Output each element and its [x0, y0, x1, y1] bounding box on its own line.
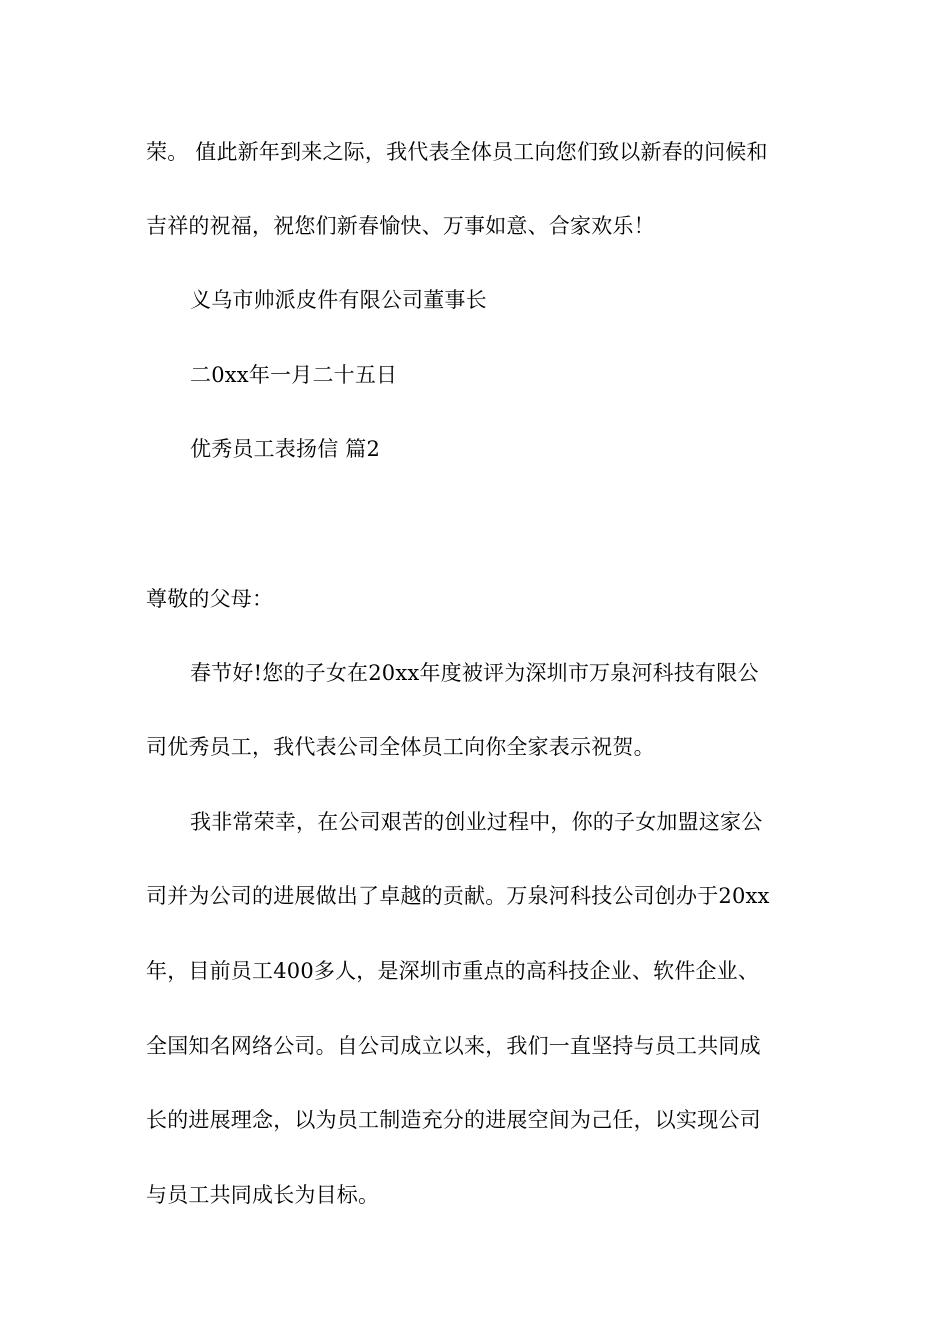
body-text-line: 长的进展理念，以为员工制造充分的进展空间为己任，以实现公司 [146, 1108, 761, 1132]
body-text-line: 全国知名网络公司。自公司成立以来，我们一直坚持与员工共同成 [146, 1034, 761, 1058]
body-text-line: 荣。 值此新年到来之际，我代表全体员工向您们致以新春的问候和 [146, 140, 768, 164]
body-text-line: 年，目前员工400多人，是深圳市重点的高科技企业、软件企业、 [146, 959, 760, 983]
body-text-line: 我非常荣幸，在公司艰苦的创业过程中，你的子女加盟这家公 [190, 810, 763, 834]
salutation: 尊敬的父母： [146, 587, 274, 611]
section-title: 优秀员工表扬信 篇2 [190, 437, 381, 461]
body-text-line: 吉祥的祝福，祝您们新春愉快、万事如意、合家欢乐！ [146, 214, 655, 238]
signature-company: 义乌市帅派皮件有限公司董事长 [190, 288, 487, 312]
signature-date: 二0xx年一月二十五日 [190, 363, 398, 387]
body-text-line: 司并为公司的进展做出了卓越的贡献。万泉河科技公司创办于20xx [146, 884, 770, 908]
body-text-line: 与员工共同成长为目标。 [146, 1183, 380, 1207]
body-text-line: 司优秀员工，我代表公司全体员工向你全家表示祝贺。 [146, 735, 655, 759]
body-text-line: 春节好!您的子女在20xx年度被评为深圳市万泉河科技有限公 [190, 661, 759, 685]
